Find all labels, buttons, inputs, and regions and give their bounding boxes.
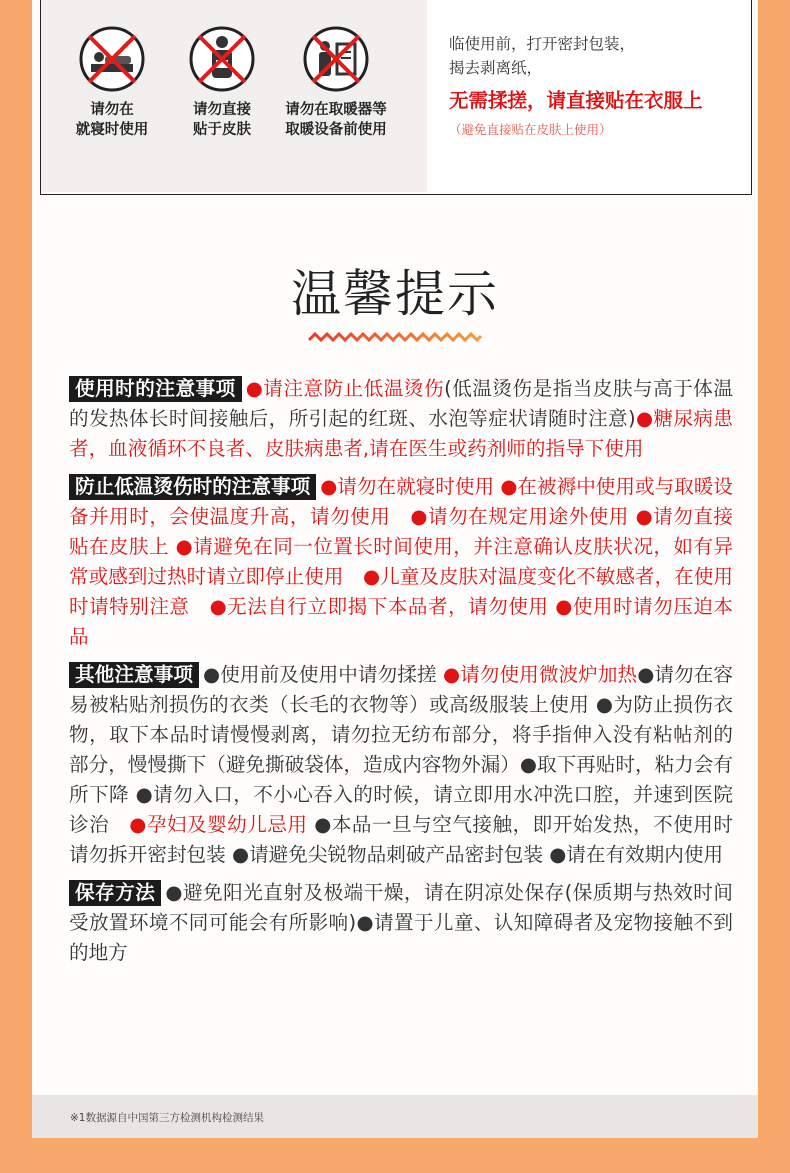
- notice-text: ●孕妇及婴幼儿忌用: [129, 813, 308, 836]
- warning-no-sleep: [57, 24, 167, 140]
- section-burn-prevention: [69, 472, 733, 652]
- warning-label: 取暖设备前使用: [285, 122, 387, 138]
- section-tag: 其他注意事项: [69, 662, 199, 688]
- section-tag: 使用时的注意事项: [69, 376, 242, 402]
- warning-icons-panel: [41, 0, 427, 192]
- notice-text: ●请注意防止低温烫伤: [245, 377, 445, 400]
- section-usage-notes: [69, 374, 733, 464]
- warning-no-skin: [167, 24, 277, 140]
- warning-label: 就寝时使用: [75, 122, 149, 138]
- notice-text: ●请勿在容易被粘贴剂损伤的衣类（长毛的衣物等）或高级服装上使用 ●为防止损伤衣物，取下本品时请慢慢剥离，请勿拉无纺布部分，将手指伸入没有粘帖剂的部分，慢慢撕下（避免撕破袋体，造成内容物外漏）●取下再贴时，粘力会有所下降 ●请勿入口，不小心吞入的时候，请立即用水冲洗口腔，并速到医院诊治: [69, 663, 733, 836]
- footer-note: ※1数据源自中国第三方检测机构检测结果: [70, 1112, 264, 1124]
- usage-note: （避免直接贴在皮肤上使用）: [449, 122, 612, 137]
- page-card: [32, 0, 758, 1138]
- usage-line-2: 揭去剥离纸，: [449, 59, 543, 77]
- notice-text: ●本品一旦与空气接触，即开始发热，不使用时请勿拆开密封包装 ●请避免尖锐物品刺破产品密封包装 ●请在有效期内使用: [69, 813, 733, 866]
- warning-no-heater: [281, 24, 391, 140]
- notice-text: ●请勿使用微波炉加热: [442, 663, 638, 686]
- warning-label: 请勿直接: [193, 102, 251, 118]
- notice-text: ●避免阳光直射及极端干燥，请在阴凉处保存(保质期与热效时间受放置环境不同可能会有所影响)●请置于儿童、认知障碍者及宠物接触不到的地方: [69, 881, 733, 964]
- warning-label: 贴于皮肤: [193, 122, 251, 138]
- footer-bar: [32, 1095, 758, 1138]
- warning-label: 请勿在: [90, 102, 134, 118]
- section-tag: 保存方法: [69, 880, 161, 906]
- usage-emphasis: 无需揉搓，请直接贴在衣服上: [449, 89, 703, 112]
- notice-content: [69, 374, 733, 976]
- section-other-notes: [69, 660, 733, 870]
- notice-text: ●糖尿病患者，血液循环不良者、皮肤病患者,请在医生或药剂师的指导下使用: [69, 407, 733, 460]
- usage-line-1: 临使用前，打开密封包装，: [449, 35, 636, 53]
- page-title: 温馨提示: [291, 265, 499, 323]
- notice-text: ●使用前及使用中请勿揉搓: [203, 663, 437, 686]
- no-sleep-icon: [77, 24, 147, 94]
- zigzag-divider: [307, 330, 483, 344]
- notice-text: ●请勿在就寝时使用 ●在被褥中使用或与取暖设备并用时，会使温度升高，请勿使用 ●请勿在规定用途外使用 ●请勿直接贴在皮肤上 ●请避免在同一位置长时间使用，并注意确认皮肤状况，如有异常或感到过热时请立即停止使用 ●儿童及皮肤对温度变化不敏感者，在使用时请特别注意 ●无法自行立即揭下本品者，请勿使用 ●使用时请勿压迫本品: [69, 475, 733, 648]
- no-heater-icon: [301, 24, 371, 94]
- section-tag: 防止低温烫伤时的注意事项: [69, 474, 316, 500]
- warning-label: 请勿在取暖器等: [285, 102, 387, 118]
- section-storage: [69, 878, 733, 968]
- notice-text: (低温烫伤是指当皮肤与高于体温的发热体长时间接触后，所引起的红斑、水泡等症状请随时注意): [69, 377, 733, 430]
- usage-text: [449, 32, 749, 138]
- no-skin-contact-icon: [187, 24, 257, 94]
- usage-instructions-box: [40, 0, 752, 195]
